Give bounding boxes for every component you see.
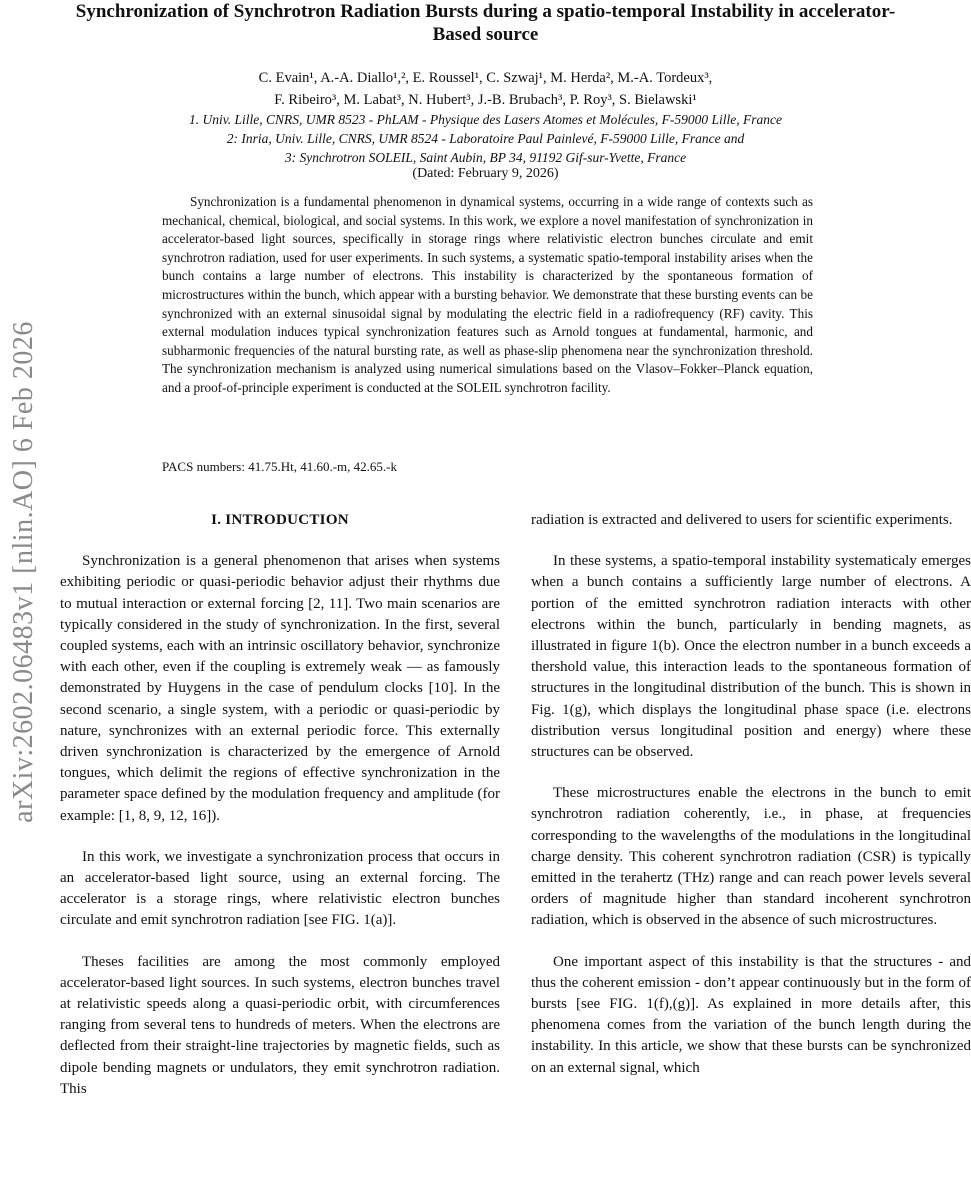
pacs-numbers: PACS numbers: 41.75.Ht, 41.60.-m, 42.65.-k [162, 459, 397, 474]
paper-title: Synchronization of Synchrotron Radiation Bursts during a spatio-temporal Instability in accelerator-Based source [75, 1, 896, 45]
affiliations [80, 110, 891, 167]
affiliation-3: 3: Synchrotron SOLEIL, Saint Aubin, BP 34, 91192 Gif-sur-Yvette, France [284, 150, 687, 165]
right-column [531, 510, 971, 1099]
arxiv-identifier-stamp: arXiv:2602.06483v1 [nlin.AO] 6 Feb 2026 [8, 321, 39, 823]
right-paragraph: One important aspect of this instability is that the structures - and thus the coherent emission - don’t appear continuously but in the form of bursts [see FIG. 1(f),(g)]. As explained in more details after, this phenomena comes from the variation of the bunch length during the instability. In this article, we show that these bursts can be synchronized on an external signal, which [531, 953, 971, 1076]
abstract: Synchronization is a fundamental phenomenon in dynamical systems, occurring in a wide range of contexts such as mechanical, chemical, biological, and social systems. In this work, we explore a novel manifestation of synchronization in accelerator-based light sources, specifically in storage rings where relativistic electron bunches circulate and emit synchrotron radiation, used for user experiments. In such systems, a systematic spatio-temporal instability arises when the bunch contains a large number of electrons. This instability is characterized by the spontaneous formation of microstructures within the bunch, which appear with a bursting behavior. We demonstrate that these bursting events can be synchronized with an external sinusoidal signal by modulating the electric field in a radiofrequency (RF) cavity. This external modulation induces typical synchronization features such as Arnold tongues at fundamental, harmonic, and subharmonic frequencies of the natural bursting rate, as well as phase-slip phenomena near the synchronization threshold. The synchronization mechanism is analyzed using numerical simulations based on the Vlasov–Fokker–Planck equation, and a proof-of-principle experiment is conducted at the SOLEIL synchrotron facility. [162, 194, 813, 395]
right-paragraph: In these systems, a spatio-temporal instability systematicaly emerges when a bunch contains a sufficiently large number of electrons. A portion of the emitted synchrotron radiation interacts with other electrons within the bunch, particularly in bending magnets, as illustrated in figure 1(b). Once the electron number in a bunch exceeds a thershold value, this interaction leads to the spontaneous formation of structures in the longitudinal distribution of the bunch. This is shown in Fig. 1(g), which displays the longitudinal phase space (i.e. electrons distribution versus longitudinal position and energy) where these structures can be observed. [531, 553, 971, 761]
authors-line-2: F. Ribeiro³, M. Labat³, N. Hubert³, J.-B. Brubach³, P. Roy³, S. Bielawski¹ [274, 92, 697, 108]
author-list [100, 67, 871, 111]
left-column [60, 510, 500, 1120]
right-paragraph: These microstructures enable the electrons in the bunch to emit synchrotron radiation coherently, i.e., in phase, at frequencies corresponding to the wavelengths of the modulations in the longitudinal charge density. This coherent synchrotron radiation (CSR) is typically emitted in the terahertz (THz) range and can reach power levels several orders of magnitude higher than standard incoherent synchrotron radiation, which is observed in the absence of such microstructures. [531, 785, 971, 929]
affiliation-1: 1. Univ. Lille, CNRS, UMR 8523 - PhLAM - Physique des Lasers Atomes et Molécules, F-59000 Lille, France [188, 112, 783, 127]
left-paragraph: Synchronization is a general phenomenon that arises when systems exhibiting periodic or quasi-periodic behavior adjust their rhythms due to mutual interaction or external forcing [2, 11]. Two main scenarios are typically considered in the study of synchronization. In the first, several coupled systems, each with an intrinsic oscillatory behavior, synchronize with each other, even if the coupling is extremely weak — as famously demonstrated by Huygens in the case of pendulum clocks [10]. In the second scenario, a single system, with a periodic or quasi-periodic by nature, synchronizes with an external periodic force. This externally driven synchronization is characterized by the emergence of Arnold tongues, which delimit the regions of effective synchronization in the parameter space defined by the modulation frequency and amplitude (for example: [1, 8, 9, 12, 16]). [60, 553, 500, 824]
date-line: (Dated: February 9, 2026) [412, 166, 559, 181]
left-paragraph: Theses facilities are among the most commonly employed accelerator-based light sources. In such systems, electron bunches travel at relativistic speeds along a quasi-periodic orbit, with circumferences ranging from several tens to hundreds of meters. When the electrons are deflected from their straight-line trajectories by magnetic fields, such as dipole bending magnets or undulators, they emit synchrotron radiation. This [60, 953, 500, 1097]
left-paragraph: In this work, we investigate a synchronization process that occurs in an accelerator-based light source, using an external forcing. The accelerator is a storage rings, where relativistic electron bunches circulate and emit synchrotron radiation [see FIG. 1(a)]. [60, 848, 500, 929]
authors-line-1: C. Evain¹, A.-A. Diallo¹,², E. Roussel¹, C. Szwaj¹, M. Herda², M.-A. Tordeux³, [258, 70, 713, 86]
right-continuation-paragraph: radiation is extracted and delivered to users for scientific experiments. [531, 512, 953, 528]
affiliation-2: 2: Inria, Univ. Lille, CNRS, UMR 8524 - Laboratoire Paul Painlevé, F-59000 Lille, France and [226, 131, 745, 146]
section-heading-introduction: I. INTRODUCTION [211, 512, 349, 528]
